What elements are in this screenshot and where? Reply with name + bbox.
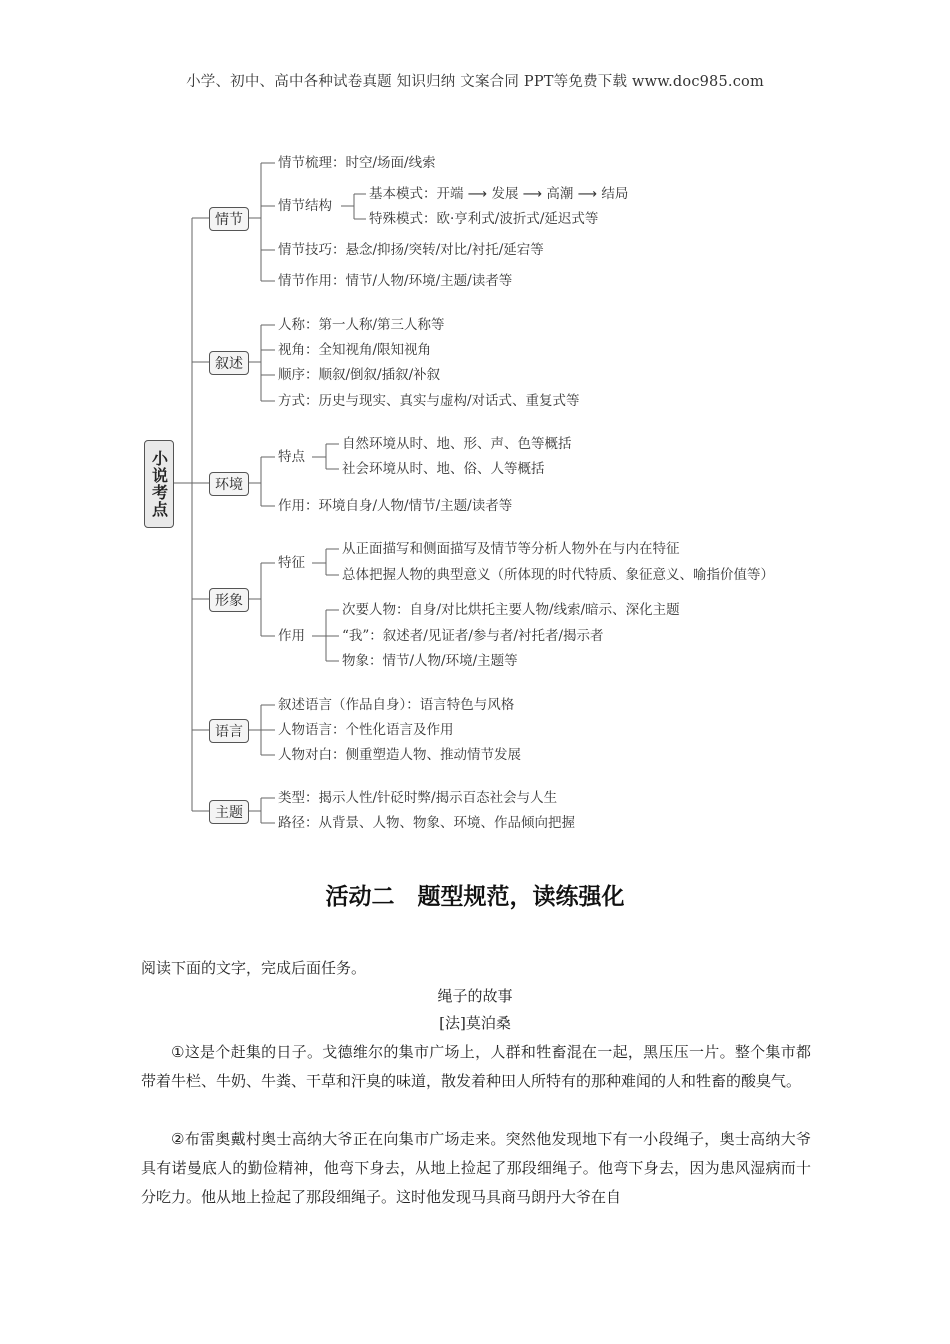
environment-feature: 社会环境从时、地、俗、人等概括 [342,461,545,477]
plot-special-mode: 特殊模式：欧·亨利式/波折式/延迟式等 [369,211,599,227]
page-header: 小学、初中、高中各种试卷真题 知识归纳 文案合同 PPT等免费下载 www.doc985.com [186,74,764,90]
language-item: 叙述语言（作品自身）：语言特色与风格 [278,697,515,713]
plot-function: 情节作用：情节/人物/环境/主题/读者等 [278,273,513,289]
plot-basic-step: 发展 [491,186,519,202]
arrow-right-icon: ⟶ [577,186,598,202]
arrow-right-icon: ⟶ [467,186,488,202]
category-theme: 主题 [209,800,249,824]
language-item: 人物语言：个性化语言及作用 [278,722,454,738]
arrow-right-icon: ⟶ [522,186,543,202]
theme-item: 路径：从背景、人物、物象、环境、作品倾向把握 [278,815,575,831]
category-narration: 叙述 [209,351,249,375]
story-title: 绳子的故事 [437,987,513,1005]
image-function: 物象：情节/人物/环境/主题等 [342,653,518,669]
narration-item: 视角：全知视角/限知视角 [278,342,432,358]
category-plot: 情节 [209,207,249,231]
image-feature: 从正面描写和侧面描写及情节等分析人物外在与内在特征 [342,541,680,557]
environment-function: 作用：环境自身/人物/情节/主题/读者等 [278,498,513,514]
category-environment: 环境 [209,472,249,496]
image-function-label: 作用 [278,628,305,644]
plot-basic-mode [369,185,628,203]
image-feature: 总体把握人物的典型意义（所体现的时代特质、象征意义、喻指价值等） [342,567,774,583]
language-item: 人物对白：侧重塑造人物、推动情节发展 [278,747,521,763]
category-language: 语言 [209,719,249,743]
plot-sort: 情节梳理：时空/场面/线索 [278,155,436,171]
plot-skills: 情节技巧：悬念/抑扬/突转/对比/衬托/延宕等 [278,242,544,258]
category-image: 形象 [209,588,249,612]
reading-instruction: 阅读下面的文字，完成后面任务。 [141,959,367,977]
theme-item: 类型：揭示人性/针砭时弊/揭示百态社会与人生 [278,790,558,806]
plot-basic-label: 基本模式：开端 [369,186,464,202]
section-title: 活动二 题型规范，读练强化 [325,884,625,910]
story-paragraph: ①这是个赶集的日子。戈德维尔的集市广场上，人群和牲畜混在一起，黑压压一片。整个集市都带着牛栏、牛奶、牛粪、干草和汗臭的味道，散发着种田人所特有的那种难闻的人和牲畜的酸臭气。 [141,1043,811,1090]
narration-item: 顺序：顺叙/倒叙/插叙/补叙 [278,367,441,383]
image-feature-label: 特征 [278,555,305,571]
environment-feature-label: 特点 [278,449,305,465]
mindmap-root: 小说考点 [144,440,174,528]
plot-basic-step: 结局 [601,186,629,202]
image-function: 次要人物：自身/对比烘托主要人物/线索/暗示、深化主题 [342,602,680,618]
plot-basic-step: 高潮 [546,186,574,202]
environment-feature: 自然环境从时、地、形、声、色等概括 [342,436,572,452]
plot-structure: 情节结构 [278,198,332,214]
narration-item: 方式：历史与现实、真实与虚构/对话式、重复式等 [278,393,580,409]
image-function: “我”：叙述者/见证者/参与者/衬托者/揭示者 [342,628,604,644]
story-author: [法]莫泊桑 [439,1014,511,1032]
story-paragraph: ②布雷奥戴村奥士高纳大爷正在向集市广场走来。突然他发现地下有一小段绳子，奥士高纳大爷具有诺曼底人的勤俭精神，他弯下身去，从地上捡起了那段细绳子。他弯下身去，因为患风湿病而十分吃力。他从地上捡起了那段细绳子。这时他发现马具商马朗丹大爷在自 [141,1130,811,1206]
narration-item: 人称：第一人称/第三人称等 [278,317,445,333]
